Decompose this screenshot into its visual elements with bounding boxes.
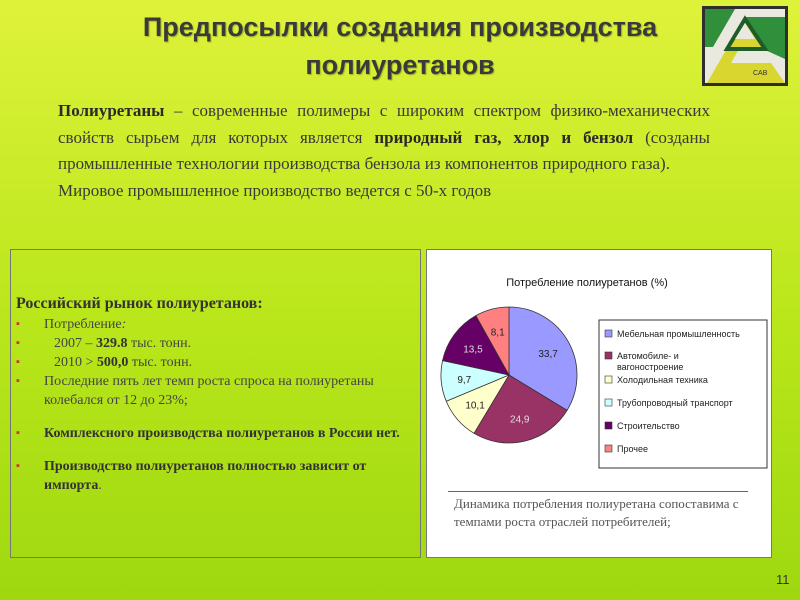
- legend-swatch-1: [605, 330, 612, 337]
- pie-value-label-2: 24,9: [510, 414, 530, 426]
- legend-swatch-6: [605, 445, 612, 452]
- consumption-label: Потребление: [44, 317, 122, 332]
- import-dot: .: [98, 478, 102, 493]
- slide-title-line2: полиуретанов: [305, 50, 495, 80]
- legend-label-2: Автомобиле- и вагоностроение: [617, 351, 684, 372]
- year2010-prefix: 2010 >: [54, 355, 97, 370]
- list-item-growth: [16, 372, 416, 410]
- legend-label-1: Мебельная промышленность: [617, 329, 740, 339]
- intro-term: Полиуретаны: [58, 101, 165, 120]
- year2010-suffix: тыс. тонн.: [128, 355, 193, 370]
- year2007-prefix: 2007 –: [54, 336, 96, 351]
- pie-value-label-4: 9,7: [457, 375, 472, 387]
- list-item-2010: [16, 353, 416, 372]
- pie-value-label-6: 8,1: [490, 327, 505, 339]
- intro-paragraph: [58, 98, 710, 204]
- bullet-icon: ▪: [16, 375, 20, 387]
- list-item-complex: [16, 424, 416, 443]
- logo-emblem-icon: [705, 9, 785, 83]
- slide-title-line1: Предпосылки создания производства: [142, 12, 658, 42]
- legend-label-4: Трубопроводный транспорт: [617, 398, 733, 408]
- list-item-consumption: [16, 315, 416, 334]
- consumption-colon: :: [121, 317, 127, 332]
- year2010-value: 500,0: [96, 355, 129, 370]
- legend-swatch-5: [605, 422, 612, 429]
- russian-market-panel: [16, 295, 416, 495]
- intro-text-3: Мировое промышленное производство ведется с 50-х годов: [58, 180, 492, 200]
- year2007-value: 329.8: [96, 336, 128, 351]
- legend-label-5: Строительство: [617, 421, 680, 431]
- caption-divider: [448, 491, 748, 492]
- legend-swatch-3: [605, 376, 612, 383]
- russian-market-heading: Российский рынок полиуретанов:: [16, 295, 263, 312]
- bullet-icon: ▪: [16, 318, 20, 330]
- bullet-icon: ▪: [16, 427, 20, 439]
- chart-caption: Динамика потребления полиуретана сопоставима с темпами роста отраслей потребителей;: [454, 496, 739, 529]
- legend-label-3: Холодильная техника: [617, 375, 708, 385]
- list-item-2007: [16, 334, 416, 353]
- intro-raw-materials: природный газ, хлор и бензол: [374, 127, 634, 147]
- bullet-icon: ▪: [16, 356, 20, 368]
- import-text: Производство полиуретанов полностью зависит от импорта: [44, 459, 367, 493]
- growth-text: Последние пять лет темп роста спроса на полиуретаны колебался от 12 до 23%;: [44, 374, 374, 408]
- legend-swatch-2: [605, 352, 612, 359]
- legend-swatch-4: [605, 399, 612, 406]
- pie-value-label-1: 33,7: [538, 349, 558, 361]
- bullet-icon: ▪: [16, 337, 20, 349]
- intro-text-1: – современные полимеры с широким спектром физико-механических свойств сырьем для которых является: [58, 101, 710, 147]
- intro-text-2: (созданы промышленные технологии производства бензола из компонентов природного газа).: [58, 127, 710, 173]
- list-item-import: [16, 457, 416, 495]
- pie-value-label-5: 13,5: [463, 344, 483, 356]
- pie-chart: [427, 250, 771, 490]
- company-logo: [702, 6, 788, 86]
- pie-value-label-3: 10,1: [465, 400, 485, 412]
- svg-text:CAB: CAB: [753, 70, 768, 77]
- page-number: 11: [776, 572, 790, 587]
- chart-title: Потребление полиуретанов (%): [506, 277, 668, 289]
- legend-label-6: Прочее: [617, 444, 648, 454]
- slide-title: [70, 8, 730, 84]
- bullet-icon: ▪: [16, 460, 20, 472]
- year2007-suffix: тыс. тонн.: [127, 336, 192, 351]
- complex-text: Комплексного производства полиуретанов в России нет.: [44, 426, 400, 441]
